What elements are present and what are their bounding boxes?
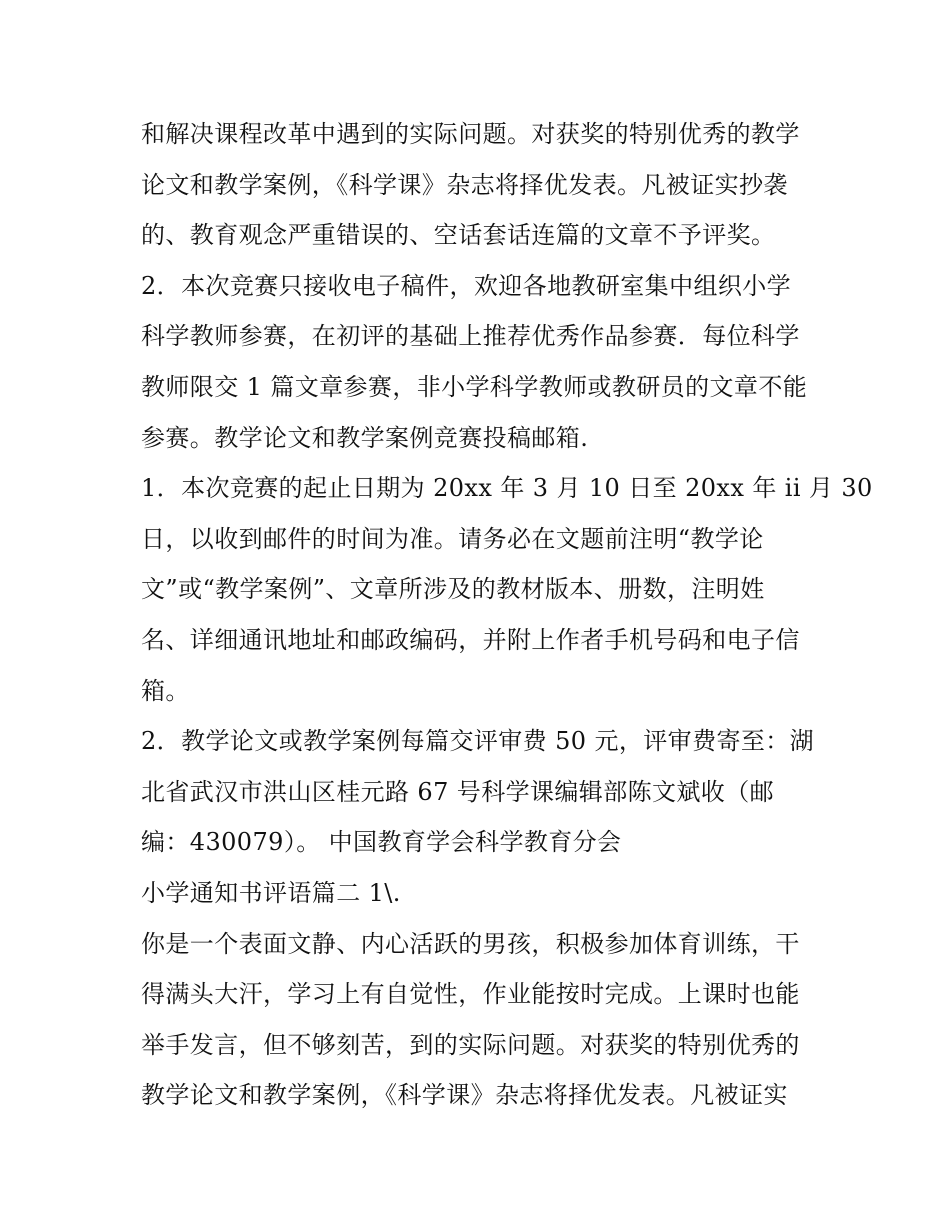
text-line: 你是一个表面文静、内心活跃的男孩，积极参加体育训练，干 (141, 929, 800, 958)
text-line: 小学通知书评语篇二 1\. (141, 878, 401, 907)
text-line: 名、详细通讯地址和邮政编码，并附上作者手机号码和电子信 (141, 625, 800, 654)
text-line: 教学论文和教学案例，《科学课》杂志将择优发表。凡被证实 (141, 1081, 788, 1110)
text-line: 编：430079）。 中国教育学会科学教育分会 (141, 828, 622, 857)
text-line: 教师限交 1 篇文章参赛，非小学科学教师或教研员的文章不能 (141, 372, 808, 401)
text-line: 参赛。教学论文和教学案例竞赛投稿邮箱. (141, 423, 589, 452)
text-line: 2．教学论文或教学案例每篇交评审费 50 元，评审费寄至：湖 (141, 727, 815, 756)
text-line: 和解决课程改革中遇到的实际问题。对获奖的特别优秀的教学 (141, 120, 800, 148)
text-line: 论文和教学案例，《科学课》杂志将择优发表。凡被证实抄袭 (141, 170, 788, 199)
text-line: 举手发言，但不够刻苦，到的实际问题。对获奖的特别优秀的 (141, 1030, 800, 1059)
text-line: 北省武汉市洪山区桂元路 67 号科学课编辑部陈文斌收（邮 (141, 777, 774, 806)
text-line: 得满头大汗，学习上有自觉性，作业能按时完成。上课时也能 (141, 980, 800, 1009)
document-body (141, 109, 873, 1121)
text-line: 1．本次竞赛的起止日期为 20xx 年 3 月 10 日至 20xx 年 ii 月 30 (141, 474, 873, 503)
text-line: 文”或“教学案例”、文章所涉及的教材版本、册数，注明姓 (141, 575, 765, 604)
text-line: 2．本次竞赛只接收电子稿件，欢迎各地教研室集中组织小学 (141, 271, 792, 300)
text-line: 科学教师参赛，在初评的基础上推荐优秀作品参赛．每位科学 (141, 322, 800, 351)
text-line: 箱。 (141, 676, 190, 705)
text-line: 日，以收到邮件的时间为准。请务必在文题前注明“教学论 (141, 524, 764, 553)
text-line: 的、教育观念严重错误的、空话套话连篇的文章不予评奖。 (141, 221, 776, 250)
